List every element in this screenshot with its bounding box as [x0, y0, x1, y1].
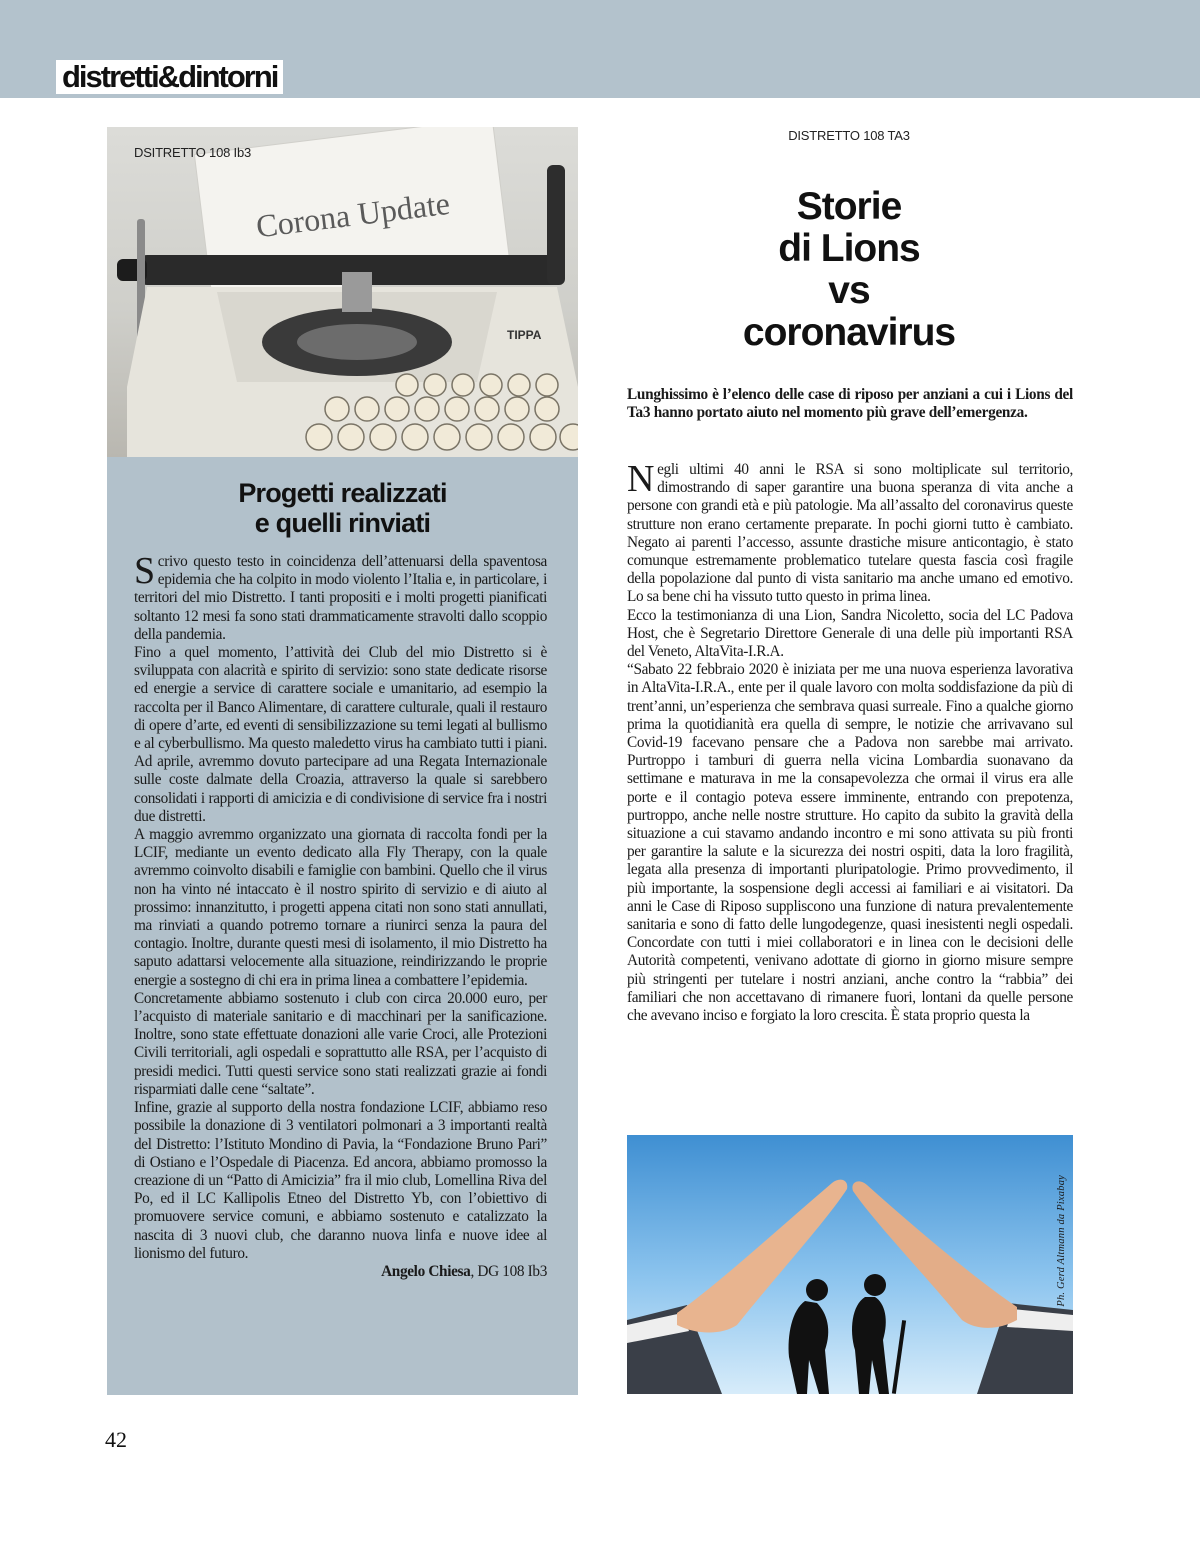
left-article-body: [134, 550, 547, 1281]
hands-elderly-illustration: [627, 1135, 1073, 1394]
section-tag: distretti&dintorni: [56, 60, 283, 94]
author-name: Angelo Chiesa: [381, 1262, 471, 1280]
right-title-line-2: di Lions: [778, 227, 920, 270]
left-title-line-2: e quelli rinviati: [254, 508, 431, 538]
left-title-line-1: Progetti realizzati: [238, 478, 447, 508]
left-signature: [134, 1263, 547, 1281]
photo-brand-text: TIPPA: [507, 328, 542, 342]
right-paragraph-1-text: egli ultimi 40 anni le RSA si sono moltiplicate sul territorio, dimostrando di saper garantire una buona speranza di vita anche a persone con grandi età e più patologie. Ma all’assalto del coronavirus queste strutture non erano certamente preparate. In pochi giorni tutto è cambiato. Negato ai parenti l’accesso, assunte drastiche misure anticontagio, è stato comunque estremamente problematico tutelare questa fascia così fragile della popolazione dal punto di vista sanitario ma anche umano ed emotivo. Lo sa bene chi ha vissuto tutto questo in prima linea.: [627, 461, 1073, 606]
left-kicker: DSITRETTO 108 Ib3: [134, 145, 252, 160]
photo-credit: Ph. Gerd Altmann da Pixabay: [1056, 1175, 1067, 1307]
left-article-title: [107, 478, 578, 538]
right-paragraph-3: “Sabato 22 febbraio 2020 è iniziata per me una nuova esperienza lavorativa in AltaVita-I.R.A., ente per il quale lavoro con molta soddisfazione da più di trent’anni, un’esperienza che sembrava quasi surreale. Fino a qualche giorno prima la quotidianità era quella di sempre, le notizie che arrivavano sul Covid-19 facevano pensare che a Padova non sarebbe mai arrivato. Purtroppo i tamburi di guerra nella vicina Lombardia suonavano da settimane e maturava in me la consapevolezza che ormai il virus era alle porte e il contagio poteva essere imminente, entrando con prepotenza, purtroppo, anche nelle nostre strutture. Ho capito da subito la gravità della situazione a cui stavamo andando incontro e mi sono attivata su più fronti per garantire la salute e la sicurezza dei nostri ospiti, data la loro fragilità, legata alla presenza di importanti pluripatologie. Primo provvedimento, il più importante, la sospensione degli accessi ai familiari e ai visitatori. Da anni le Case di Riposo suppliscono una funzione di natura prevalentemente sanitaria e sono di fatto delle lungodegenze, quasi inesistenti negli ospedali. Concordate con tutti i miei collaboratori e in linea con le decisioni delle Autorità competenti, venivano adottate di giorno in giorno misure sempre più stringenti per tutelare i nostri anziani, anche contro la “rabbia” dei familiari che non accettavano di rimanere fuori, lontani da quelle persone che avevano inciso e forgiato la loro crescita. È stata proprio questa la: [627, 661, 1073, 1025]
typewriter-illustration: [107, 127, 578, 457]
typewriter-photo: [107, 127, 578, 457]
left-paragraph-4: Concretamente abbiamo sostenuto i club con circa 20.000 euro, per l’acquisto di materiale sanitario e di macchinari per la sanificazione. Inoltre, sono state effettuate donazioni alle varie Croci, alle Protezioni Civili territoriali, agli ospedali e soprattutto alle RSA, per l’acquisto di presidi medici. Tutti questi service sono stati realizzati grazie ai fondi risparmiati dalle cene “saltate”.: [134, 989, 547, 1098]
right-kicker: DISTRETTO 108 TA3: [788, 128, 910, 143]
right-article-title: [620, 186, 1078, 354]
right-article-lead: Lunghissimo è l’elenco delle case di riposo per anziani a cui i Lions del Ta3 hanno portato aiuto nel momento più grave dell’emergenza.: [627, 386, 1073, 421]
right-title-line-3: vs: [828, 269, 870, 312]
right-paragraph-1: [627, 458, 1073, 607]
right-paragraph-2: Ecco la testimonianza di una Lion, Sandra Nicoletto, socia del LC Padova Host, che è Segretario Direttore Generale di una delle più importanti RSA del Veneto, AltaVita-I.R.A.: [627, 606, 1073, 661]
left-paragraph-1: [134, 550, 547, 644]
page-number: 42: [105, 1427, 127, 1452]
left-dropcap: S: [134, 550, 155, 592]
right-title-line-4: coronavirus: [742, 311, 956, 354]
author-role: , DG 108 Ib3: [470, 1262, 547, 1280]
right-article-body: [627, 458, 1073, 1025]
right-dropcap: N: [627, 458, 655, 500]
right-title-line-1: Storie: [796, 185, 902, 228]
left-paragraph-3: A maggio avremmo organizzato una giornata di raccolta fondi per la LCIF, mediante un evento dedicato alla Fly Therapy, con la quale avremmo coinvolto disabili e famiglie con bambini. Quello che il virus non ha vinto né intaccato è il nostro spirito di servizio e di aiuto al prossimo: innanzitutto, i progetti appena citati non sono stati annullati, ma rinviati a quando potremo tornare a riunirci senza la paura del contagio. Inoltre, durante questi mesi di isolamento, il mio Distretto ha saputo adattarsi velocemente alla situazione, reindirizzando le proprie energie a sostegno di chi era in prima linea a combattere l’epidemia.: [134, 826, 547, 989]
hands-roof-photo: [627, 1135, 1073, 1394]
left-paragraph-5: Infine, grazie al supporto della nostra fondazione LCIF, abbiamo reso possibile la donazione di 3 ventilatori polmonari a 3 importanti realtà del Distretto: l’Istituto Mondino di Pavia, la “Fondazione Bruno Pari” di Ostiano e l’Ospedale di Piacenza. Ed ancora, abbiamo promosso la creazione di un “Patto di Amicizia” fra il mio club, Lomellina Riva del Po, ed il LC Kallipolis Etneo del Distretto Yb, con l’obiettivo di promuovere service comuni, e abbiamo sostenuto e catalizzato la nascita di 3 nuovi club, che daranno nuova linfa e nuove idee al lionismo del futuro.: [134, 1099, 547, 1262]
photo-paper-text: Corona Update: [254, 184, 452, 245]
left-paragraph-2: Fino a quel momento, l’attività dei Club del mio Distretto si è sviluppata con alacrità e spirito di servizio: sono state dedicate risorse ed energie a service di carattere sociale e umanitario, ad esempio la raccolta per il Banco Alimentare, di carattere culturale, quali il restauro di opere d’arte, ed eventi di sensibilizzazione su temi legati al bullismo e al cyberbullismo. Ma questo maledetto virus ha cambiato tutti i piani. Ad aprile, avremmo dovuto partecipare ad una Regata Internazionale sulle coste dalmate della Croazia, attraverso la quale si sarebbero consolidati i rapporti di amicizia e di condivisione di service fra i nostri due distretti.: [134, 644, 547, 825]
left-paragraph-1-text: crivo questo testo in coincidenza dell’attenuarsi della spaventosa epidemia che ha colpito in modo violento l’Italia e, in particolare, i territori del mio Distretto. I tanti propositi e i molti progetti pianificati soltanto 12 mesi fa sono stati drammaticamente stravolti dallo scoppio della pandemia.: [134, 553, 547, 643]
